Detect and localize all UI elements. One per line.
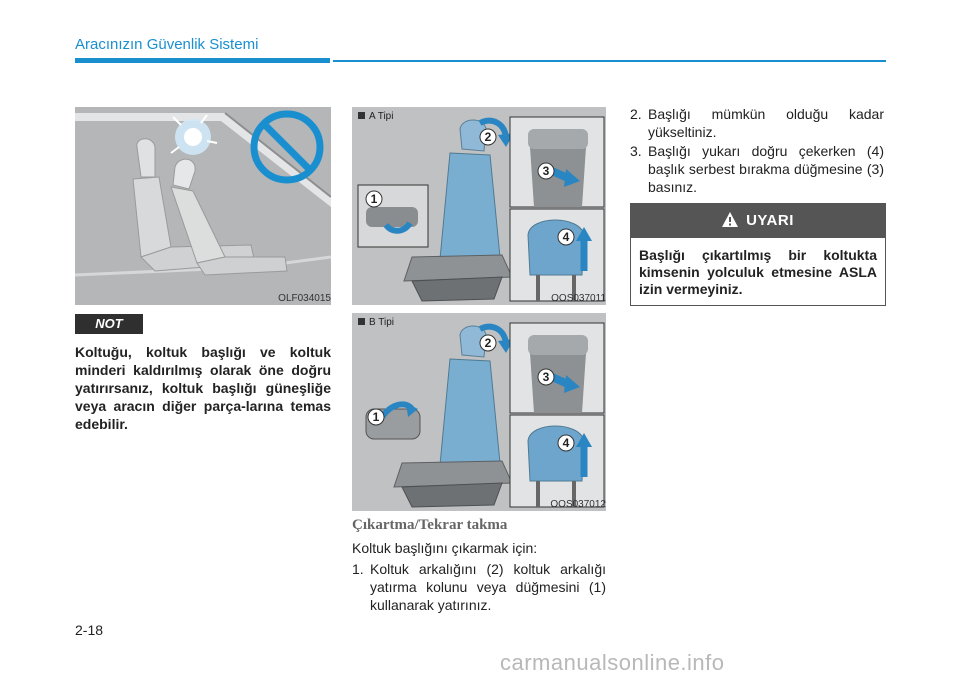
callout-3: 3	[542, 164, 550, 178]
step-text: Koltuk arkalığını (2) koltuk arkalığı yatırma kolunu veya düğmesini (1) kullanarak yatırınız.	[370, 561, 606, 613]
step-item	[630, 142, 884, 196]
callout-2: 2	[484, 130, 492, 144]
step-number: 2.	[630, 106, 642, 122]
step-number: 3.	[630, 143, 642, 159]
figure-seat-folded-illustration	[75, 107, 331, 305]
callout-2: 2	[484, 336, 492, 350]
header-rule-thick	[75, 58, 330, 63]
figure-caption-a: A Tipi	[369, 111, 394, 122]
watermark: carmanualsonline.info	[500, 650, 725, 675]
section-intro: Koltuk başlığını çıkarmak için:	[352, 540, 538, 556]
header-rule-thin	[333, 60, 886, 62]
figure-type-a	[352, 107, 606, 305]
figure-code: OOS037011	[551, 293, 606, 304]
callout-3: 3	[542, 370, 550, 384]
warning-triangle-icon	[722, 212, 738, 227]
step-text: Başlığı yukarı doğru çekerken (4) başlık serbest bırakma düğmesine (3) basınız.	[648, 143, 884, 195]
figure-code: OLF034015	[278, 293, 331, 304]
note-text: Koltuğu, koltuk başlığı ve koltuk minderi kaldırılmış olarak öne doğru yatırırsanız, koltuk başlığı güneşliğe veya aracın diğer parça-larına temas edebilir.	[75, 344, 331, 432]
section-heading: Çıkartma/Tekrar takma	[352, 517, 508, 533]
callout-1: 1	[370, 192, 378, 206]
warning-header	[631, 204, 885, 238]
warning-title: UYARI	[746, 212, 794, 229]
page-number: 2-18	[75, 622, 104, 638]
figure-caption-b: B Tipi	[369, 317, 395, 328]
callout-4: 4	[562, 230, 570, 244]
figure-type-b	[352, 313, 606, 511]
step-text: Başlığı mümkün olduğu kadar yükseltiniz.	[648, 106, 884, 140]
callout-1: 1	[372, 410, 380, 424]
warning-text: Başlığı çıkartılmış bir koltukta kimsenin yolculuk etmesine ASLA izin vermeyiniz.	[639, 247, 877, 297]
step-item	[630, 105, 884, 141]
callout-4: 4	[562, 436, 570, 450]
section-title: Aracınızın Güvenlik Sistemi	[75, 36, 259, 53]
figure-code: OOS037012	[550, 499, 606, 510]
step-number: 1.	[352, 561, 364, 577]
step-item	[352, 560, 606, 614]
note-badge: NOT	[75, 314, 143, 334]
warning-box	[630, 203, 886, 306]
